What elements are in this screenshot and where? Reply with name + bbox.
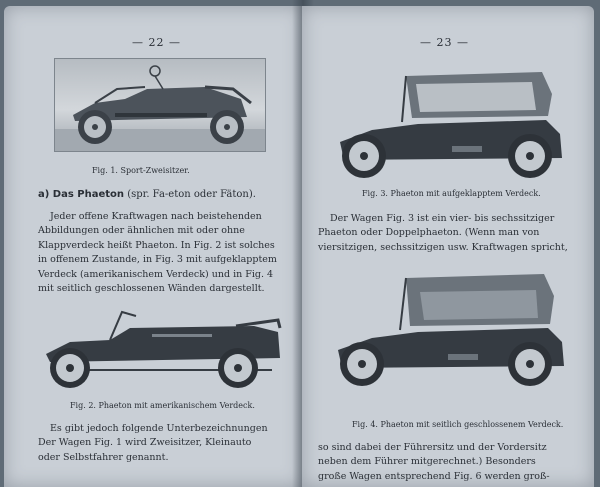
text-line: so sind dabei der Führersitz und der Vordersitz bbox=[318, 442, 547, 453]
right-paragraph-1 bbox=[318, 212, 584, 255]
left-paragraph-1 bbox=[38, 210, 282, 296]
open-phaeton-drawing bbox=[40, 296, 290, 396]
text-line: Jeder offene Kraftwagen nach beistehenden bbox=[50, 211, 262, 222]
text-line: oder Selbstfahrer genannt. bbox=[38, 451, 169, 463]
text-line: Es gibt jedoch folgende Unterbezeichnungen bbox=[50, 423, 268, 434]
left-page bbox=[4, 6, 302, 487]
text-line: neben dem Führer mitgerechnet.) Besonders bbox=[318, 456, 536, 468]
text-line: in offenem Zustande, in Fig. 3 mit aufgeklapptem bbox=[38, 254, 277, 266]
text-line: Phaeton oder Doppelphaeton. (Wenn man von bbox=[318, 227, 540, 239]
section-heading bbox=[38, 189, 256, 200]
section-heading-pronunciation: (spr. Fa-eton oder Fäton). bbox=[124, 189, 256, 200]
text-line: Abbildungen oder ähnlichen mit oder ohne bbox=[38, 225, 245, 237]
text-line: viersitzigen, sechssitzigen usw. Kraftwagen spricht, bbox=[318, 241, 568, 253]
page-number-right: — 23 — bbox=[420, 36, 469, 49]
figure-3-illustration bbox=[332, 64, 572, 188]
figure-1-photo bbox=[54, 58, 266, 152]
phaeton-closed-sides-drawing bbox=[330, 268, 574, 392]
phaeton-folded-top-drawing bbox=[332, 64, 572, 184]
figure-2-caption: Fig. 2. Phaeton mit amerikanischem Verdeck. bbox=[70, 401, 255, 410]
figure-1-caption: Fig. 1. Sport-Zweisitzer. bbox=[92, 166, 190, 175]
right-page bbox=[302, 6, 594, 487]
text-line: Klappverdeck heißt Phaeton. In Fig. 2 ist solches bbox=[38, 239, 275, 251]
left-paragraph-2 bbox=[38, 422, 282, 465]
text-line: Der Wagen Fig. 1 wird Zweisitzer, Kleinauto bbox=[38, 437, 252, 449]
text-line: mit seitlich geschlossenen Wänden dargestellt. bbox=[38, 283, 265, 295]
figure-4-caption: Fig. 4. Phaeton mit seitlich geschlossenem Verdeck. bbox=[352, 420, 564, 429]
text-line: große Wagen entsprechend Fig. 6 werden groß- bbox=[318, 470, 550, 482]
figure-3-caption: Fig. 3. Phaeton mit aufgeklapptem Verdeck. bbox=[362, 189, 541, 198]
text-line: Der Wagen Fig. 3 ist ein vier- bis sechssitziger bbox=[330, 213, 555, 224]
figure-4-illustration bbox=[330, 268, 574, 396]
section-heading-label: a) Das Phaeton bbox=[38, 189, 125, 200]
page-number-left: — 22 — bbox=[132, 36, 181, 49]
right-paragraph-2 bbox=[318, 441, 584, 484]
sport-two-seater-illustration bbox=[55, 59, 265, 151]
figure-2-illustration bbox=[40, 296, 290, 400]
text-line: Verdeck (amerikanischem Verdeck) und in Fig. 4 bbox=[38, 268, 274, 280]
